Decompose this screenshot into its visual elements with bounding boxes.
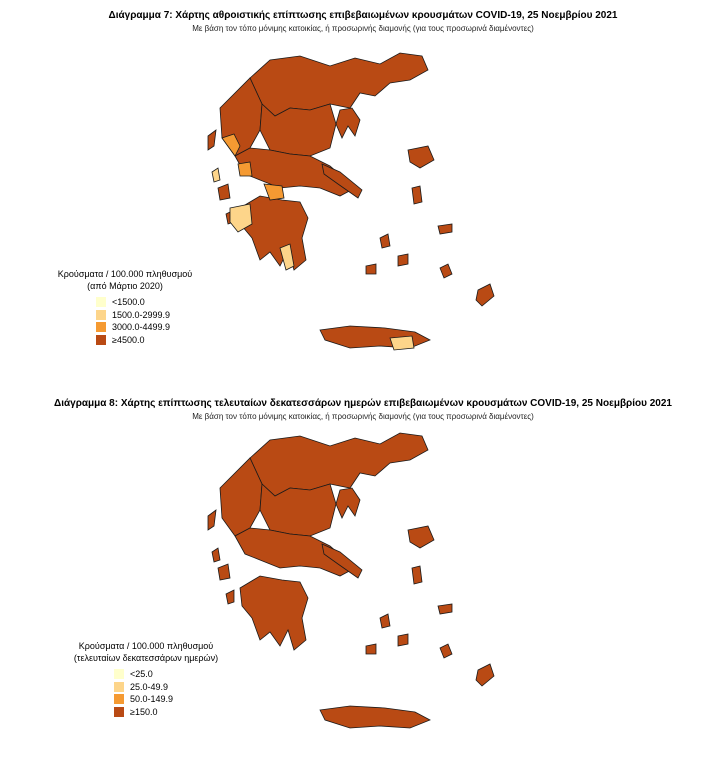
legend [56, 640, 236, 718]
legend-label: 50.0-149.9 [130, 694, 174, 705]
region-chalkidiki [336, 108, 360, 138]
legend-subtitle: (από Μάρτιο 2020) [87, 281, 163, 291]
region-lesvos [408, 146, 434, 168]
legend-item [114, 706, 236, 719]
region-peloponnese [240, 576, 308, 650]
map-title: Διάγραμμα 8: Χάρτης επίπτωσης τελευταίων δεκατεσσάρων ημερών επιβεβαιωμένων κρουσμάτων COVID-19, 25 Νοεμβρίου 2021 [54, 398, 672, 409]
legend-swatch [114, 694, 124, 704]
region-chios [412, 186, 422, 204]
legend-item [96, 321, 200, 334]
region-chalkidiki [336, 488, 360, 518]
legend-subtitle: (τελευταίων δεκατεσσάρων ημερών) [73, 653, 219, 663]
legend-item [114, 693, 236, 706]
map-subtitle: Με βάση τον τόπο μόνιμης κατοικίας, ή προσωρινής διαμονής (για τους προσωρινά διαμένοντες) [192, 24, 534, 33]
region-rhodes [476, 664, 494, 686]
region-corfu [208, 130, 216, 150]
legend-item [96, 296, 200, 309]
legend-label: 3000.0-4499.9 [112, 322, 171, 333]
legend-swatch [96, 310, 106, 320]
legend-title: Κρούσματα / 100.000 πληθυσμού [78, 641, 214, 651]
region-chios [412, 566, 422, 584]
legend-swatch [96, 335, 106, 345]
legend-label: 25.0-49.9 [130, 681, 169, 692]
legend-label: ≥150.0 [130, 706, 158, 717]
map-title: Διάγραμμα 7: Χάρτης αθροιστικής επίπτωσης επιβεβαιωμένων κρουσμάτων COVID-19, 25 Νοεμβρίου 2021 [108, 10, 618, 21]
region-kefalonia [218, 184, 230, 200]
region-crete [320, 706, 430, 728]
legend-item [114, 668, 236, 681]
region-cyclades-3 [366, 264, 376, 274]
region-samos [438, 224, 452, 234]
region-corfu [208, 510, 216, 530]
region-cyclades-2 [398, 634, 408, 646]
legend-swatch [114, 682, 124, 692]
region-kefalonia [218, 564, 230, 580]
region-dodecanese [440, 264, 452, 278]
region-lesvos [408, 526, 434, 548]
legend-item [114, 681, 236, 694]
legend-title: Κρούσματα / 100.000 πληθυσμού [57, 269, 193, 279]
region-macedonia-thrace [250, 433, 428, 496]
map-panel-14day [0, 388, 726, 778]
legend-swatch [96, 297, 106, 307]
legend-label: <25.0 [130, 669, 153, 680]
region-light-crete-east [390, 336, 414, 350]
region-epirus-west [220, 458, 262, 536]
legend-swatch [96, 322, 106, 332]
map-subtitle: Με βάση τον τόπο μόνιμης κατοικίας, ή προσωρινής διαμονής (για τους προσωρινά διαμένοντες) [192, 412, 534, 421]
region-macedonia-thrace [250, 53, 428, 116]
region-light-lefkada [212, 168, 220, 182]
legend-label: 1500.0-2999.9 [112, 309, 171, 320]
region-samos [438, 604, 452, 614]
region-cyclades-2 [398, 254, 408, 266]
region-cyclades-1 [380, 234, 390, 248]
map-panel-cumulative [0, 0, 726, 385]
legend-swatch [114, 669, 124, 679]
region-cyclades-3 [366, 644, 376, 654]
legend-swatch [114, 707, 124, 717]
region-zakynthos [226, 590, 234, 604]
legend-label: <1500.0 [112, 297, 145, 308]
region-rhodes [476, 284, 494, 306]
legend [50, 268, 200, 346]
greece-map [190, 418, 510, 748]
region-lefkada [212, 548, 220, 562]
region-cyclades-1 [380, 614, 390, 628]
region-dodecanese [440, 644, 452, 658]
region-light-aitolia [238, 162, 252, 176]
legend-item [96, 334, 200, 347]
legend-label: ≥4500.0 [112, 334, 145, 345]
greece-map [190, 38, 510, 368]
legend-item [96, 309, 200, 322]
